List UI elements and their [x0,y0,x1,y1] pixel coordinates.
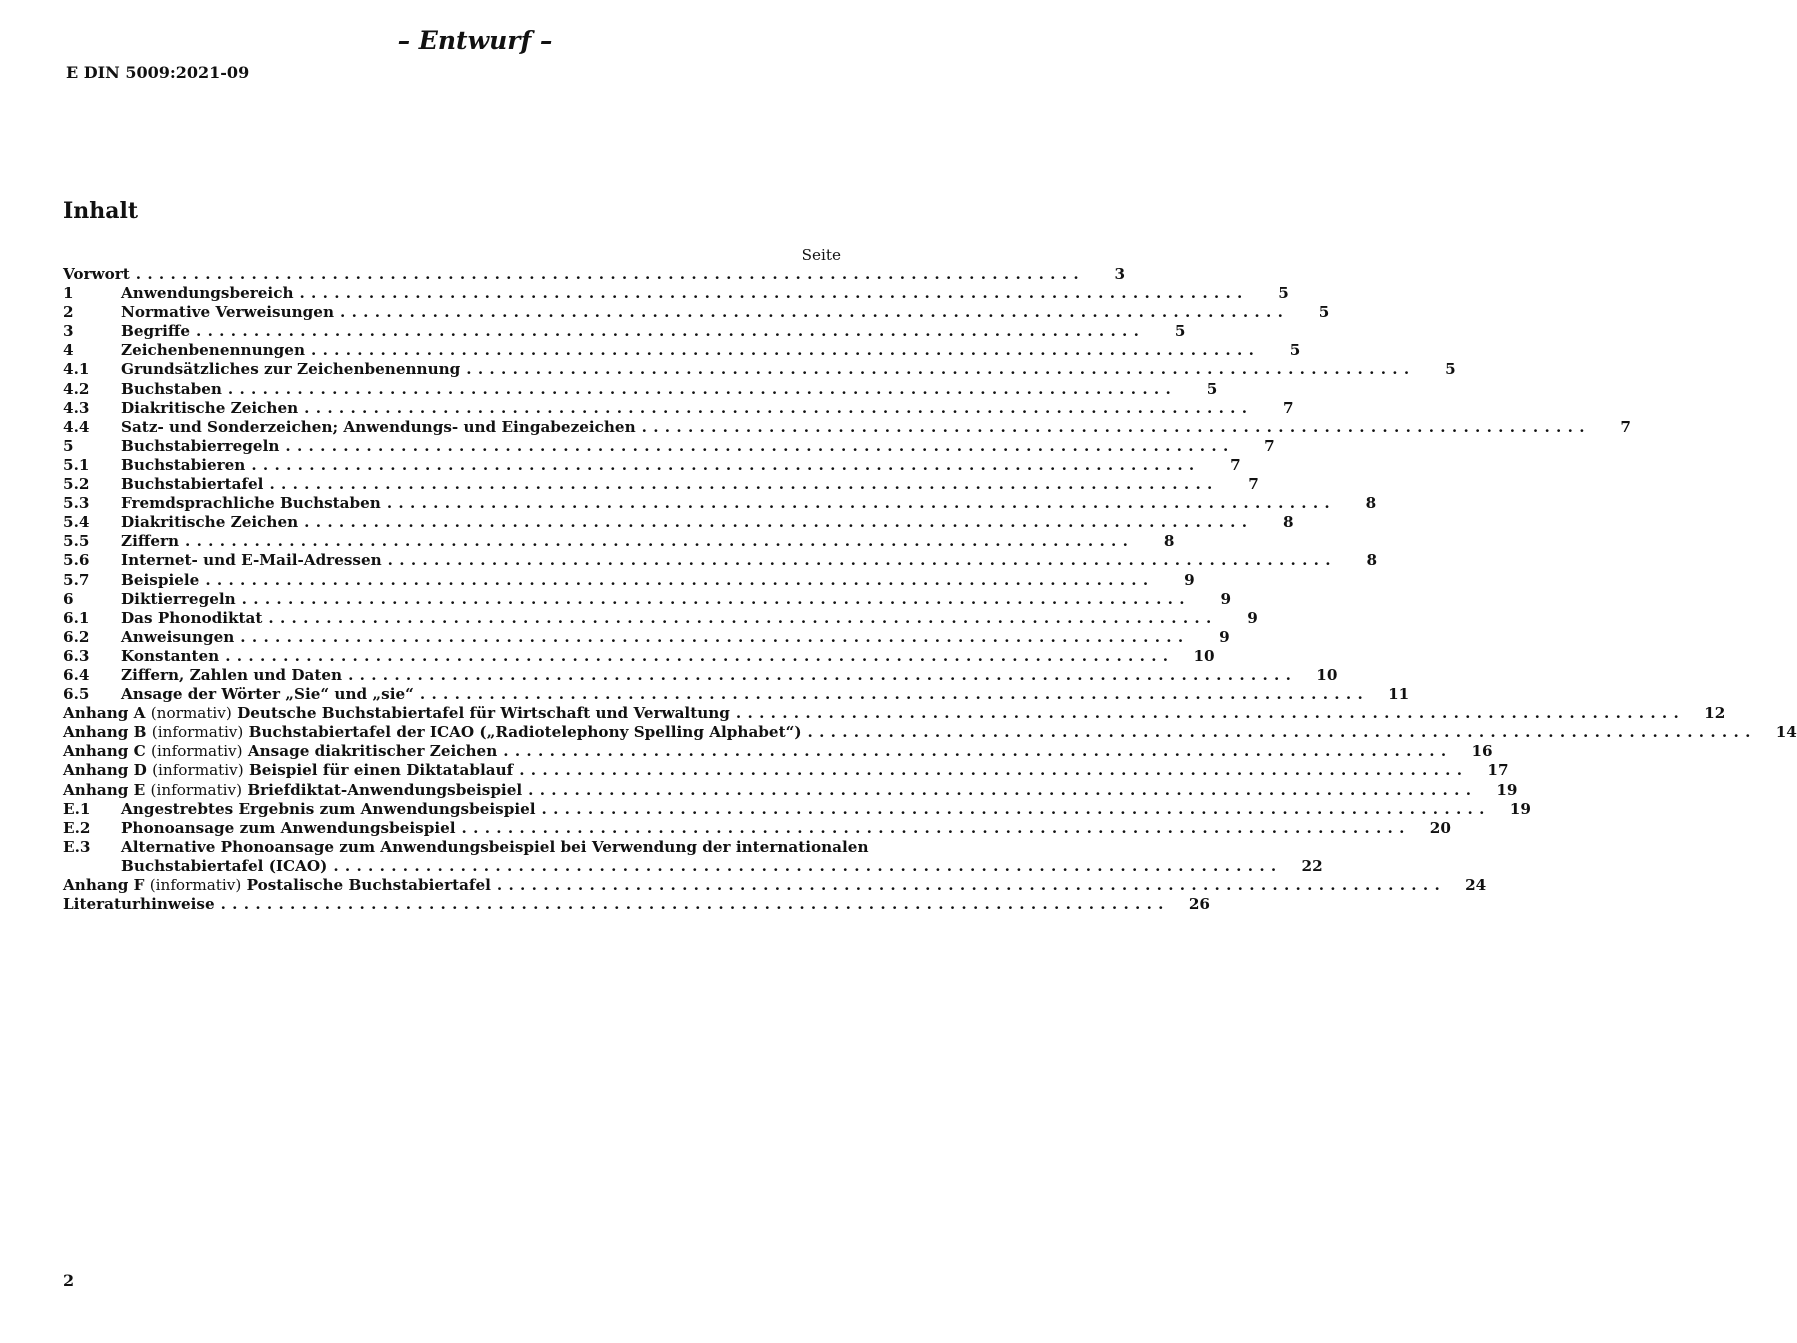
toc-entry-e3[interactable] [63,837,869,857]
toc-entry-number: 5.2 [63,475,90,494]
toc-entry[interactable] [63,608,1258,628]
toc-entry-title [121,284,293,303]
toc-entry[interactable] [63,265,1126,284]
toc-entry[interactable] [63,513,1294,532]
toc-entry-page: 24 [1465,876,1487,894]
toc-entry-title [121,647,219,666]
toc-entry[interactable] [63,589,1232,609]
toc-entry-page: 17 [1487,761,1509,780]
toc-entry-number: 4 [63,341,74,360]
leader-dots [185,532,1128,551]
toc-entry-page: 19 [1509,799,1531,818]
toc-entry-number: 1 [63,284,74,303]
annex-kind: (informativ) [149,876,242,894]
toc-entry-page: 7 [1620,417,1631,436]
leader-dots [268,609,1211,628]
leader-dots [304,513,1247,532]
leader-dots [497,876,1440,895]
toc-entry[interactable] [63,685,1410,704]
leader-dots [462,819,1405,838]
toc-entry[interactable] [63,417,1631,437]
toc-entry-title-text: Internet- und E-Mail-Adressen [121,551,382,570]
annex-title: Postalische Buchstabiertafel [246,876,491,894]
toc-entry-title [121,322,190,341]
toc-entry-page: 8 [1365,494,1377,513]
toc-entry-page: 11 [1388,685,1410,704]
toc-entry-number: 5.3 [63,494,90,513]
toc-entry-title-text: Buchstabiertafel [121,475,264,494]
toc-entry[interactable] [63,532,1175,551]
toc-entry-title [63,742,497,761]
page-number: 2 [63,1271,75,1290]
annex-kind: (informativ) [152,761,244,780]
toc-entry-title [121,666,342,685]
toc-entry-number: 6.4 [63,665,90,684]
toc-entry-title [121,590,236,609]
toc-entry-title-text: Buchstabierregeln [121,436,280,455]
toc-entry[interactable] [63,360,1456,379]
toc-entry-page: 8 [1163,532,1175,551]
toc-entry-page: 7 [1230,455,1241,474]
toc-entry-title-text: Zeichenbenennungen [121,341,305,360]
annex-title: Buchstabiertafel der ICAO („Radiotelephony Spelling Alphabet“) [248,723,802,742]
toc-entry-title-text: Buchstaben [121,379,222,398]
toc-entry-page: 5 [1289,341,1301,360]
toc-entry[interactable] [63,818,1451,838]
toc-entry[interactable] [63,646,1215,666]
toc-entry-page: 9 [1220,589,1232,608]
leader-dots [348,666,1291,685]
toc-entry-title [121,380,222,399]
toc-entry-title [121,303,334,322]
toc-entry[interactable] [63,379,1218,399]
toc-entry[interactable] [63,303,1330,322]
toc-entry[interactable] [63,475,1259,494]
leader-dots [221,895,1164,914]
toc-entry-title [121,437,279,456]
toc-entry-number: 3 [63,322,74,341]
table-of-contents [63,246,1797,914]
toc-entry-number: E.1 [63,799,91,818]
leader-dots [542,800,1485,819]
annex-label: Anhang E [63,780,146,799]
toc-entry-title [121,494,381,513]
toc-entry[interactable] [63,570,1195,590]
toc-entry-title-text: Anwendungsbereich [121,284,294,303]
toc-entry-page: 9 [1219,627,1230,646]
toc-entry-number: 6.5 [63,685,90,704]
toc-entry-title-text: Anweisungen [121,627,235,646]
toc-entry-annex[interactable] [63,742,1493,761]
leader-dots [228,380,1171,399]
toc-entry-title-text: Konstanten [121,646,220,665]
toc-entry-number: E.3 [63,837,91,856]
annex-kind: (informativ) [151,742,243,761]
toc-entry-page: 5 [1174,322,1186,341]
toc-entry-title [63,704,730,723]
toc-entry-title [121,399,298,418]
leader-dots [285,437,1228,456]
toc-entry-title [121,513,298,532]
toc-entry[interactable] [63,551,1378,570]
leader-dots [136,265,1079,284]
toc-entry-title-text: Das Phonodiktat [121,608,263,627]
toc-entry-number: 5 [63,436,74,455]
annex-title: Ansage diakritischer Zeichen [247,742,498,761]
toc-entry-title-text: Diakritische Zeichen [121,398,299,417]
leader-dots [466,360,1409,379]
draft-label: – Entwurf – [397,26,553,55]
annex-label: Anhang F [63,876,145,894]
leader-dots [240,628,1183,647]
leader-dots [503,742,1446,761]
toc-entry-page: 5 [1278,284,1289,303]
leader-dots [388,551,1331,570]
toc-entry-page: 16 [1471,742,1493,761]
toc-entry-title [63,781,522,800]
annex-title: Deutsche Buchstabiertafel für Wirtschaft und Verwaltung [237,704,730,723]
toc-entry-title [121,551,382,570]
toc-entry-title-text: Buchstabieren [121,455,246,474]
toc-entry[interactable] [63,322,1186,341]
toc-entry-page: 3 [1114,265,1126,283]
leader-dots [736,704,1679,723]
toc-entry-title-text: Ansage der Wörter „Sie“ und „sie“ [121,685,414,704]
toc-entry-page: 20 [1429,818,1451,837]
leader-dots [196,322,1139,341]
toc-entry[interactable] [63,799,1531,819]
leader-dots [269,475,1212,494]
toc-entry-title-text: Vorwort [63,265,130,283]
toc-entry-page: 10 [1316,665,1338,684]
annex-label: Anhang A [63,704,146,723]
leader-dots [340,303,1283,322]
toc-entry-title: Literaturhinweise [63,895,215,914]
leader-dots [808,723,1751,742]
leader-dots [251,456,1194,475]
page-column-label: Seite [801,246,841,264]
toc-entry-title [121,819,456,838]
toc-entry-title [121,341,305,360]
annex-kind: (informativ) [151,723,244,742]
toc-entry-title [121,360,460,379]
toc-entry[interactable] [63,398,1294,418]
toc-entry-title [63,761,513,780]
toc-entry-annex[interactable] [63,723,1797,742]
toc-entry-annex[interactable] [63,780,1518,800]
toc-entry-title-text: Satz- und Sonderzeichen; Anwendungs- und Eingabezeichen [121,417,636,436]
toc-entry-title [121,800,536,819]
toc-entry-title [121,475,263,494]
toc-entry-page: 26 [1188,895,1210,914]
leader-dots [242,590,1185,609]
leader-dots [225,647,1168,666]
toc-entry-number: 5.1 [63,455,90,474]
toc-entry-page: 7 [1264,436,1275,455]
leader-dots [528,781,1471,800]
leader-dots [311,341,1254,360]
leader-dots [304,399,1247,418]
toc-entry-page: 14 [1775,723,1797,742]
toc-entry[interactable] [63,665,1338,685]
toc-entry-title-line1: Alternative Phonoansage zum Anwendungsbeispiel bei Verwendung der internationalen [121,837,869,856]
toc-entry-number: E.2 [63,818,91,837]
toc-entry[interactable] [63,494,1377,513]
annex-title: Briefdiktat-Anwendungsbeispiel [247,780,523,799]
toc-entry-title [121,571,199,590]
toc-entry-title [121,456,245,475]
toc-entry-title-text: Diktierregeln [121,589,236,608]
toc-entry-page: 8 [1282,513,1294,532]
toc-entry-page: 8 [1366,551,1378,570]
toc-entry-e3-continued[interactable] [63,856,1323,876]
toc-entry[interactable] [63,341,1301,360]
toc-entry-title-text: Fremdsprachliche Buchstaben [121,494,381,513]
toc-entry-page: 9 [1184,570,1195,589]
toc-entry[interactable] [63,455,1241,475]
toc-entry-page: 9 [1247,608,1258,627]
leader-dots [519,761,1462,780]
annex-kind: (informativ) [150,780,243,799]
toc-entry-bibliography[interactable] [63,895,1210,914]
toc-entry-page: 7 [1248,475,1259,494]
toc-entry-title [121,418,636,437]
leader-dots [420,685,1363,704]
toc-entry-number: 5.6 [63,551,90,570]
toc-entry-title-text: Beispiele [121,570,200,589]
leader-dots [299,284,1242,303]
annex-title: Beispiel für einen Diktatablauf [248,761,514,780]
toc-entry-number: 6.2 [63,627,90,646]
toc-entry[interactable] [63,627,1230,647]
toc-entry-number: 2 [63,303,74,322]
toc-entry-page: 10 [1193,646,1215,665]
annex-kind: (normativ) [150,704,232,723]
toc-entry-title-text: Normative Verweisungen [121,303,335,322]
leader-dots [642,418,1585,437]
toc-entry-page: 5 [1318,303,1330,322]
toc-entry-number: 4.3 [63,398,90,417]
leader-dots [333,857,1276,876]
toc-entry-page: 7 [1282,398,1294,417]
toc-entry[interactable] [63,436,1275,456]
annex-label: Anhang C [63,742,146,761]
toc-entry-page: 5 [1206,379,1218,398]
toc-entry-title-line2: Buchstabiertafel (ICAO) [121,856,328,875]
toc-entry-page: 22 [1301,856,1323,875]
toc-entry-title-text: Phonoansage zum Anwendungsbeispiel [121,818,456,837]
leader-dots [387,494,1330,513]
toc-entry-page: 12 [1704,704,1726,723]
annex-label: Anhang B [63,723,147,742]
toc-entry-number: 6.1 [63,608,90,627]
toc-entry-title-text: Diakritische Zeichen [121,513,299,532]
toc-entry-title [63,723,802,742]
toc-entry-page: 19 [1496,780,1518,799]
toc-entry-title-text: Grundsätzliches zur Zeichenbenennung [121,360,461,379]
toc-entry-number: 4.2 [63,379,90,398]
toc-entry-annex[interactable] [63,761,1509,780]
toc-entry-title-text: Ziffern, Zahlen und Daten [121,665,343,684]
document-id: E DIN 5009:2021-09 [66,63,250,82]
toc-entry-title [121,685,414,704]
toc-entry-number: 5.5 [63,532,90,551]
toc-entry-title-text: Ziffern [121,532,180,551]
toc-entry-number: 6.3 [63,646,90,665]
toc-entry-title [63,265,130,284]
toc-entry-number: 5.7 [63,570,90,589]
toc-entry-number: 4.1 [63,360,90,379]
toc-entry-title [121,609,262,628]
toc-entry[interactable] [63,284,1289,303]
toc-entry-title-text: Angestrebtes Ergebnis zum Anwendungsbeispiel [121,799,536,818]
toc-entry-title-text: Begriffe [121,322,191,341]
toc-entry-annex-f[interactable] [63,876,1487,895]
toc-entry-number: 6 [63,589,74,608]
toc-entry-title [121,532,179,551]
toc-heading: Inhalt [63,198,139,224]
toc-entry-number: 4.4 [63,417,90,436]
toc-entry-annex[interactable] [63,704,1726,723]
annex-label: Anhang D [63,761,147,780]
toc-entry-title [121,628,234,647]
toc-entry-page: 5 [1445,360,1456,379]
leader-dots [205,571,1148,590]
toc-entry-number: 5.4 [63,513,90,532]
